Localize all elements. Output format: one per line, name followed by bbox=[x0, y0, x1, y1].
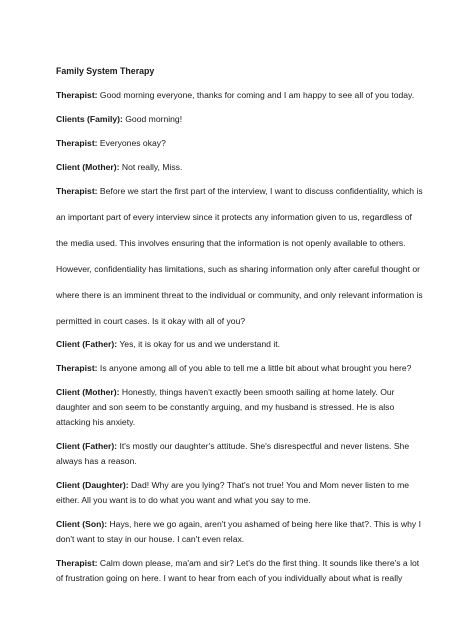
dialogue-entry bbox=[56, 556, 426, 586]
speaker-label: Clients (Family): bbox=[56, 114, 123, 124]
speaker-label: Client (Daughter): bbox=[56, 480, 129, 490]
speaker-label: Client (Mother): bbox=[56, 162, 120, 172]
dialogue-entry bbox=[56, 338, 426, 350]
dialogue-text: Calm down please, ma'am and sir? Let's do the first thing. It sounds like there's a lot of frustration going on here. I want to hear from each of you individually about what is really bbox=[56, 558, 420, 583]
speaker-label: Therapist: bbox=[56, 138, 98, 148]
dialogue-text: Dad! Why are you lying? That's not true! You and Mom never listen to me either. All you want is to do what you want and what you say to me. bbox=[56, 480, 410, 505]
speaker-label: Therapist: bbox=[56, 90, 98, 100]
dialogue-entry bbox=[56, 113, 426, 125]
dialogue-text: Everyones okay? bbox=[97, 138, 166, 148]
speaker-label: Therapist: bbox=[56, 363, 98, 373]
document-title: Family System Therapy bbox=[56, 66, 155, 76]
document-page bbox=[56, 66, 426, 596]
dialogue-entry bbox=[56, 178, 426, 334]
dialogue-text: It's mostly our daughter's attitude. She's disrespectful and never listens. She always has a reason. bbox=[56, 441, 410, 466]
speaker-label: Client (Father): bbox=[56, 339, 118, 349]
dialogue-entry bbox=[56, 137, 426, 149]
dialogue-entry bbox=[56, 89, 426, 101]
speaker-label: Client (Mother): bbox=[56, 387, 120, 397]
speaker-label: Therapist: bbox=[56, 558, 98, 568]
dialogue-text: Yes, it is okay for us and we understand it. bbox=[117, 339, 281, 349]
dialogue-text: Honestly, things haven't exactly been smooth sailing at home lately. Our daughter and son seem to be constantly arguing, and my husband is stressed. He is also attacking his anxiety. bbox=[56, 387, 395, 427]
dialogue-text: Is anyone among all of you able to tell me a little bit about what brought you here? bbox=[97, 363, 412, 373]
dialogue-text: Hays, here we go again, aren't you ashamed of being here like that?. This is why I don't want to stay in our house. I can't even relax. bbox=[56, 519, 421, 544]
dialogue-entry bbox=[56, 517, 426, 547]
dialogue-text: Good morning! bbox=[122, 114, 183, 124]
dialogue-text: Before we start the first part of the interview, I want to discuss confidentiality, which is an important part of every interview since it protects any information given to us, regardless of the media used. This involves ensuring that the information is not openly available to others. However, confidentiality has limitations, such as sharing information only after careful thought or where there is an imminent threat to the individual or community, and only relevant information is permitted in court cases. Is it okay with all of you? bbox=[56, 186, 423, 326]
dialogue-text: Good morning everyone, thanks for coming and I am happy to see all of you today. bbox=[97, 90, 415, 100]
dialogue-text: Not really, Miss. bbox=[119, 162, 183, 172]
dialogue-entry bbox=[56, 439, 426, 469]
dialogue-entry bbox=[56, 362, 426, 374]
dialogue-entry bbox=[56, 161, 426, 173]
speaker-label: Therapist: bbox=[56, 186, 98, 196]
speaker-label: Client (Father): bbox=[56, 441, 118, 451]
dialogue-entry bbox=[56, 478, 426, 508]
speaker-label: Client (Son): bbox=[56, 519, 108, 529]
dialogue-entry bbox=[56, 385, 426, 430]
